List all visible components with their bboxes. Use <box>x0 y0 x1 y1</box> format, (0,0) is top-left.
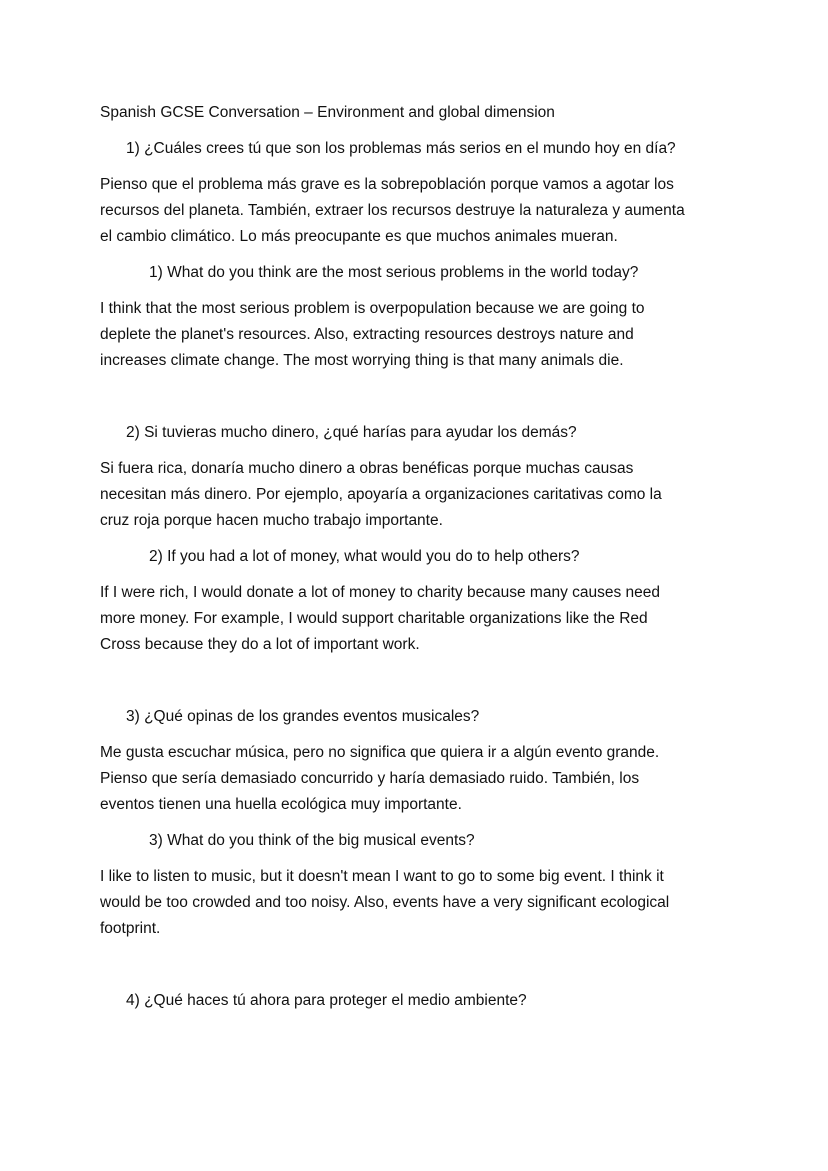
answer-3-english-line-1: I like to listen to music, but it doesn't mean I want to go to some big event. I think it <box>100 868 664 885</box>
answer-1-english-line-3: increases climate change. The most worrying thing is that many animals die. <box>100 352 624 369</box>
answer-3-english-line-2: would be too crowded and too noisy. Also, events have a very significant ecological <box>100 894 670 911</box>
answer-1-english-line-2: deplete the planet's resources. Also, extracting resources destroys nature and <box>100 326 634 343</box>
answer-2-english-line-3: Cross because they do a lot of important work. <box>100 636 420 653</box>
answer-2-english-line-1: If I were rich, I would donate a lot of money to charity because many causes need <box>100 584 661 601</box>
question-2-spanish: 2) Si tuvieras mucho dinero, ¿qué harías para ayudar los demás? <box>126 424 577 441</box>
question-2-english: 2) If you had a lot of money, what would you do to help others? <box>149 548 580 565</box>
answer-3-spanish-line-3: eventos tienen una huella ecológica muy importante. <box>100 796 462 813</box>
question-3-spanish: 3) ¿Qué opinas de los grandes eventos musicales? <box>126 708 480 725</box>
question-1-english: 1) What do you think are the most serious problems in the world today? <box>149 264 639 281</box>
answer-3-spanish-line-2: Pienso que sería demasiado concurrido y haría demasiado ruido. También, los <box>100 770 640 787</box>
question-4-spanish: 4) ¿Qué haces tú ahora para proteger el medio ambiente? <box>126 992 527 1009</box>
question-3-english: 3) What do you think of the big musical events? <box>149 832 475 849</box>
answer-3-spanish-line-1: Me gusta escuchar música, pero no significa que quiera ir a algún evento grande. <box>100 744 660 761</box>
answer-2-english-line-2: more money. For example, I would support charitable organizations like the Red <box>100 610 648 627</box>
answer-1-spanish-line-1: Pienso que el problema más grave es la sobrepoblación porque vamos a agotar los <box>100 176 674 193</box>
answer-1-spanish-line-3: el cambio climático. Lo más preocupante es que muchos animales mueran. <box>100 228 618 245</box>
answer-2-spanish-line-3: cruz roja porque hacen mucho trabajo importante. <box>100 512 443 529</box>
question-1-spanish: 1) ¿Cuáles crees tú que son los problemas más serios en el mundo hoy en día? <box>126 140 676 157</box>
answer-2-spanish-line-1: Si fuera rica, donaría mucho dinero a obras benéficas porque muchas causas <box>100 460 634 477</box>
document-title: Spanish GCSE Conversation – Environment and global dimension <box>100 104 555 121</box>
answer-2-spanish-line-2: necesitan más dinero. Por ejemplo, apoyaría a organizaciones caritativas como la <box>100 486 662 503</box>
answer-1-spanish-line-2: recursos del planeta. También, extraer los recursos destruye la naturaleza y aumenta <box>100 202 685 219</box>
answer-3-english-line-3: footprint. <box>100 920 161 937</box>
answer-1-english-line-1: I think that the most serious problem is overpopulation because we are going to <box>100 300 645 317</box>
